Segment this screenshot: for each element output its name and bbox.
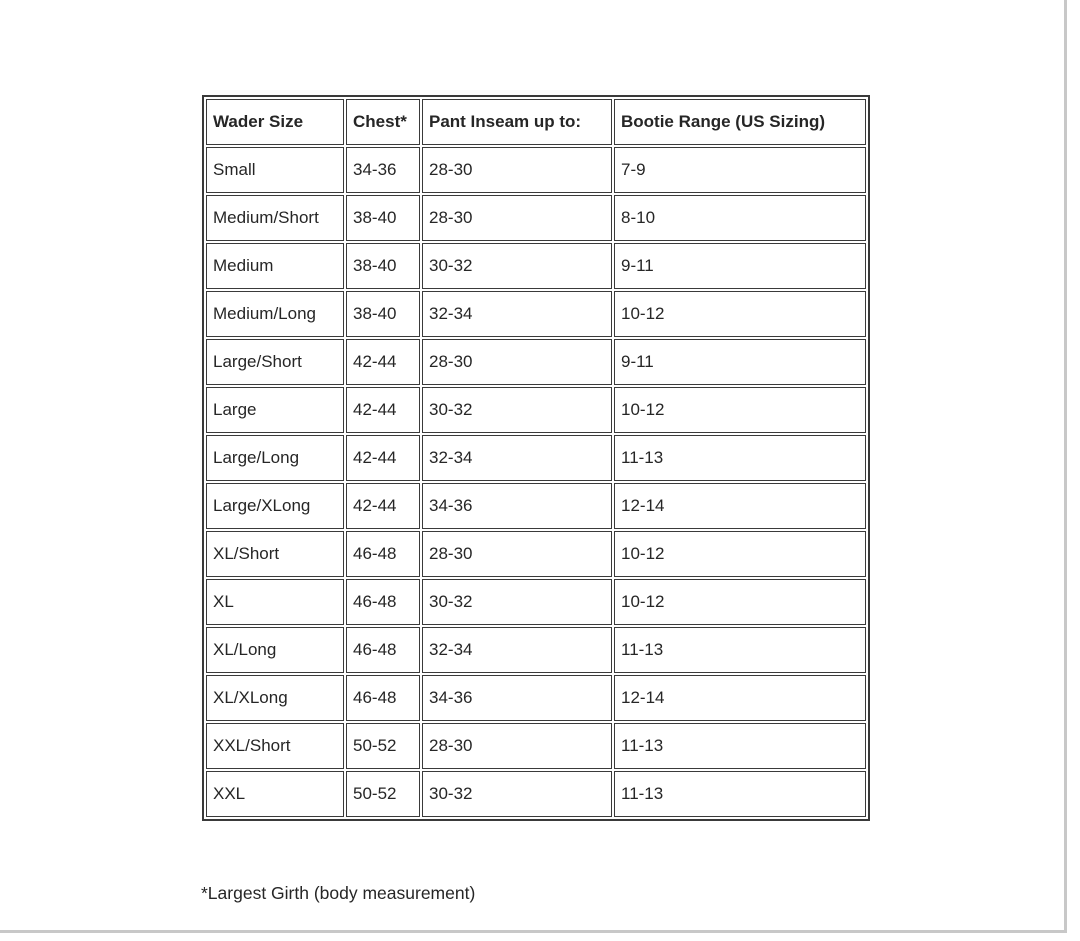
table-cell: Large/Long [206, 435, 344, 481]
table-cell: 42-44 [346, 483, 420, 529]
table-cell: Large [206, 387, 344, 433]
table-cell: 34-36 [346, 147, 420, 193]
table-cell: 42-44 [346, 339, 420, 385]
table-cell: 38-40 [346, 243, 420, 289]
header-cell: Wader Size [206, 99, 344, 145]
table-cell: 38-40 [346, 195, 420, 241]
table-cell: Medium/Short [206, 195, 344, 241]
table-row [206, 771, 866, 817]
header-cell: Bootie Range (US Sizing) [614, 99, 866, 145]
header-row [206, 99, 866, 145]
table-cell: 32-34 [422, 435, 612, 481]
table-cell: 10-12 [614, 291, 866, 337]
table-row [206, 627, 866, 673]
wader-size-chart-table [202, 95, 870, 821]
frame-right-border [1064, 0, 1067, 933]
table-cell: 38-40 [346, 291, 420, 337]
table-cell: Medium/Long [206, 291, 344, 337]
table-cell: 10-12 [614, 387, 866, 433]
table-cell: 30-32 [422, 771, 612, 817]
table-cell: Large/XLong [206, 483, 344, 529]
table-cell: 42-44 [346, 387, 420, 433]
table-cell: 42-44 [346, 435, 420, 481]
table-cell: 28-30 [422, 147, 612, 193]
table-row [206, 147, 866, 193]
frame-bottom-border [0, 930, 1067, 933]
table-row [206, 387, 866, 433]
table-row [206, 531, 866, 577]
table-cell: 9-11 [614, 243, 866, 289]
table-cell: XXL [206, 771, 344, 817]
table-cell: 28-30 [422, 195, 612, 241]
table-cell: XL/Long [206, 627, 344, 673]
table-cell: 11-13 [614, 435, 866, 481]
table-cell: XXL/Short [206, 723, 344, 769]
table-row [206, 579, 866, 625]
table-cell: 30-32 [422, 243, 612, 289]
table-cell: 50-52 [346, 771, 420, 817]
table-cell: 10-12 [614, 531, 866, 577]
table-cell: XL [206, 579, 344, 625]
table-cell: 28-30 [422, 531, 612, 577]
table-body [206, 147, 866, 817]
table-cell: 46-48 [346, 675, 420, 721]
table-row [206, 675, 866, 721]
table-cell: 28-30 [422, 723, 612, 769]
table-cell: 50-52 [346, 723, 420, 769]
table-row [206, 195, 866, 241]
table-cell: 46-48 [346, 627, 420, 673]
table-row [206, 435, 866, 481]
table-row [206, 723, 866, 769]
table-row [206, 339, 866, 385]
table-row [206, 291, 866, 337]
table-cell: 46-48 [346, 579, 420, 625]
header-cell: Chest* [346, 99, 420, 145]
table-cell: XL/Short [206, 531, 344, 577]
table-row [206, 243, 866, 289]
table-cell: 30-32 [422, 387, 612, 433]
table-cell: Medium [206, 243, 344, 289]
table-cell: 46-48 [346, 531, 420, 577]
table-cell: 34-36 [422, 675, 612, 721]
table-cell: 32-34 [422, 627, 612, 673]
table-cell: 28-30 [422, 339, 612, 385]
table-cell: 32-34 [422, 291, 612, 337]
table-cell: 11-13 [614, 627, 866, 673]
header-cell: Pant Inseam up to: [422, 99, 612, 145]
table-cell: 12-14 [614, 483, 866, 529]
table-cell: 34-36 [422, 483, 612, 529]
table-cell: 11-13 [614, 771, 866, 817]
table-cell: 10-12 [614, 579, 866, 625]
table-cell: 8-10 [614, 195, 866, 241]
table-cell: 9-11 [614, 339, 866, 385]
table-cell: Small [206, 147, 344, 193]
footnote: *Largest Girth (body measurement) [201, 883, 476, 903]
table-cell: 30-32 [422, 579, 612, 625]
table-cell: XL/XLong [206, 675, 344, 721]
table-cell: 7-9 [614, 147, 866, 193]
table-cell: 11-13 [614, 723, 866, 769]
table-cell: 12-14 [614, 675, 866, 721]
table-cell: Large/Short [206, 339, 344, 385]
table-row [206, 483, 866, 529]
